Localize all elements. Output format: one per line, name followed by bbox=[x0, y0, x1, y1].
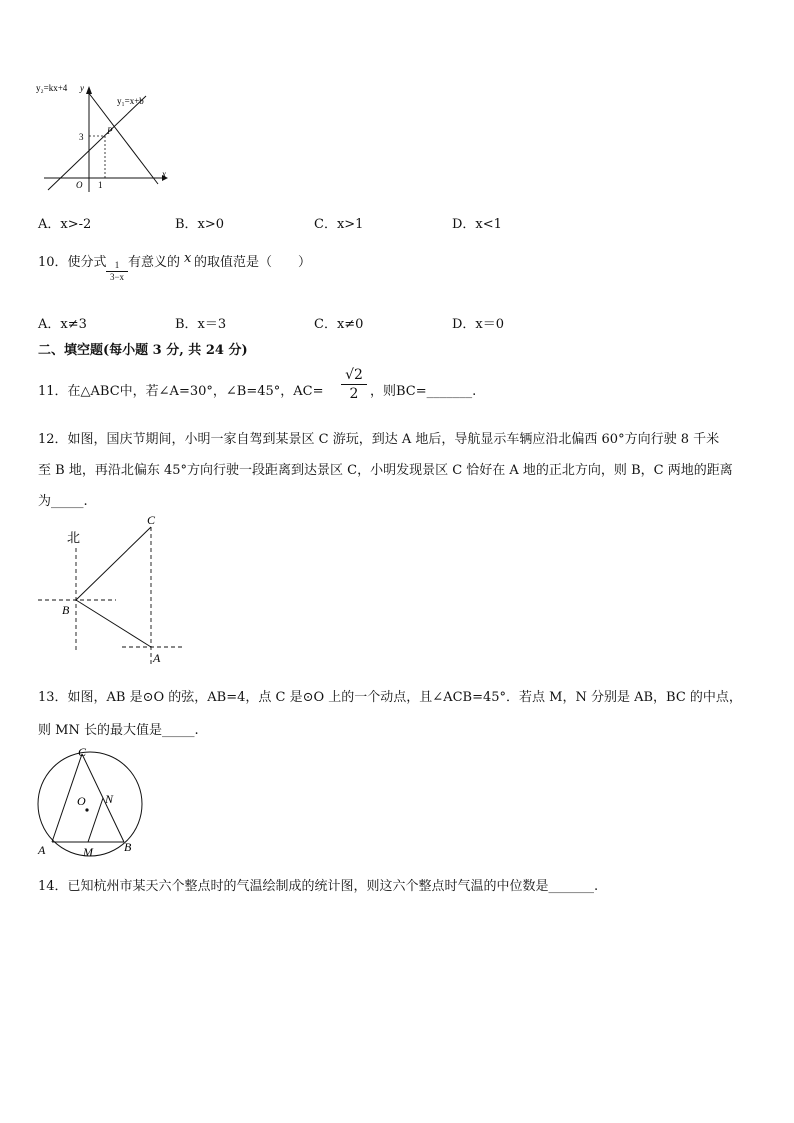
q12-line-2: 至 B 地，再沿北偏东 45°方向行驶一段距离到达景区 C，小明发现景区 C 恰好在 A 地的正北方向，则 B，C 两地的距离 bbox=[38, 463, 733, 478]
point-b-label: B bbox=[124, 840, 132, 854]
q10-option-d: D．x＝0 bbox=[452, 317, 505, 332]
q9-option-d: D．x<1 bbox=[452, 217, 502, 232]
tick-3-label: 3 bbox=[79, 132, 84, 142]
q11-text: 11．在△ABC中，若∠A=30°，∠B=45°，AC= bbox=[38, 384, 324, 399]
point-b-label: B bbox=[62, 603, 70, 617]
point-m-label: M bbox=[83, 845, 93, 859]
y1-label: y₁=x+b bbox=[117, 96, 144, 106]
segment-mn bbox=[88, 798, 103, 842]
q9-option-b: B．x>0 bbox=[175, 217, 225, 232]
point-a-label: A bbox=[153, 651, 161, 665]
q11-suffix: ，则BC=_______. bbox=[370, 384, 477, 399]
q13-line-2: 则 MN 长的最大值是_____. bbox=[38, 723, 199, 738]
q10-prefix: 10．使分式 bbox=[38, 255, 107, 270]
point-c-label: C bbox=[147, 513, 156, 527]
y2-label: y₂=kx+4 bbox=[36, 83, 68, 93]
q9-option-a: A．x>-2 bbox=[38, 217, 92, 232]
segment-ba bbox=[76, 600, 151, 647]
q10-fraction bbox=[106, 261, 128, 282]
point-a-label: A bbox=[38, 843, 46, 857]
north-label: 北 bbox=[67, 530, 81, 545]
section-title: 二、填空题(每小题 3 分, 共 24 分) bbox=[38, 343, 248, 358]
q10-option-c: C．x≠0 bbox=[314, 317, 364, 332]
point-n-label: N bbox=[105, 792, 114, 806]
segment-bc bbox=[76, 527, 151, 600]
center-dot bbox=[85, 808, 88, 811]
q10-fraction-denominator: 3−x bbox=[109, 272, 125, 282]
q9-graph-figure bbox=[36, 82, 176, 197]
q11-fraction-bar bbox=[341, 384, 367, 385]
q10-option-a: A．x≠3 bbox=[38, 317, 87, 332]
q11-fraction bbox=[341, 367, 367, 402]
q10-fraction-numerator: 1 bbox=[114, 260, 120, 270]
point-o-label: O bbox=[77, 794, 86, 808]
y-axis-label: y bbox=[80, 83, 84, 93]
q9-option-c: C．x>1 bbox=[314, 217, 364, 232]
line-y1 bbox=[48, 96, 146, 190]
q10-variable: x bbox=[184, 251, 192, 266]
q13-circle-figure bbox=[34, 742, 154, 862]
q12-line-1: 12．如图，国庆节期间，小明一家自驾到某景区 C 游玩，到达 A 地后，导航显示车辆应沿北偏西 60°方向行驶 8 千米 bbox=[38, 432, 720, 447]
q13-line-1: 13．如图，AB 是⊙O 的弦，AB=4，点 C 是⊙O 上的一个动点，且∠ACB=45°．若点 M，N 分别是 AB，BC 的中点， bbox=[38, 690, 742, 705]
tick-1-label: 1 bbox=[98, 180, 103, 190]
q12-direction-figure bbox=[34, 510, 194, 670]
point-p-label: P bbox=[107, 126, 113, 136]
q11-fraction-numerator: √2 bbox=[345, 367, 363, 383]
q12-line-3: 为_____. bbox=[38, 494, 88, 509]
point-c-label: C bbox=[78, 745, 87, 759]
q14-text: 14．已知杭州市某天六个整点时的气温绘制成的统计图，则这六个整点时气温的中位数是_______. bbox=[38, 879, 599, 894]
q10-suffix: 的取值范是（ ） bbox=[194, 255, 312, 270]
q11-fraction-denominator: 2 bbox=[349, 386, 359, 402]
q10-option-b: B．x＝3 bbox=[175, 317, 227, 332]
x-axis-label: x bbox=[162, 169, 166, 179]
q10-mid-text: 有意义的 bbox=[128, 255, 181, 270]
origin-label: O bbox=[76, 180, 83, 190]
